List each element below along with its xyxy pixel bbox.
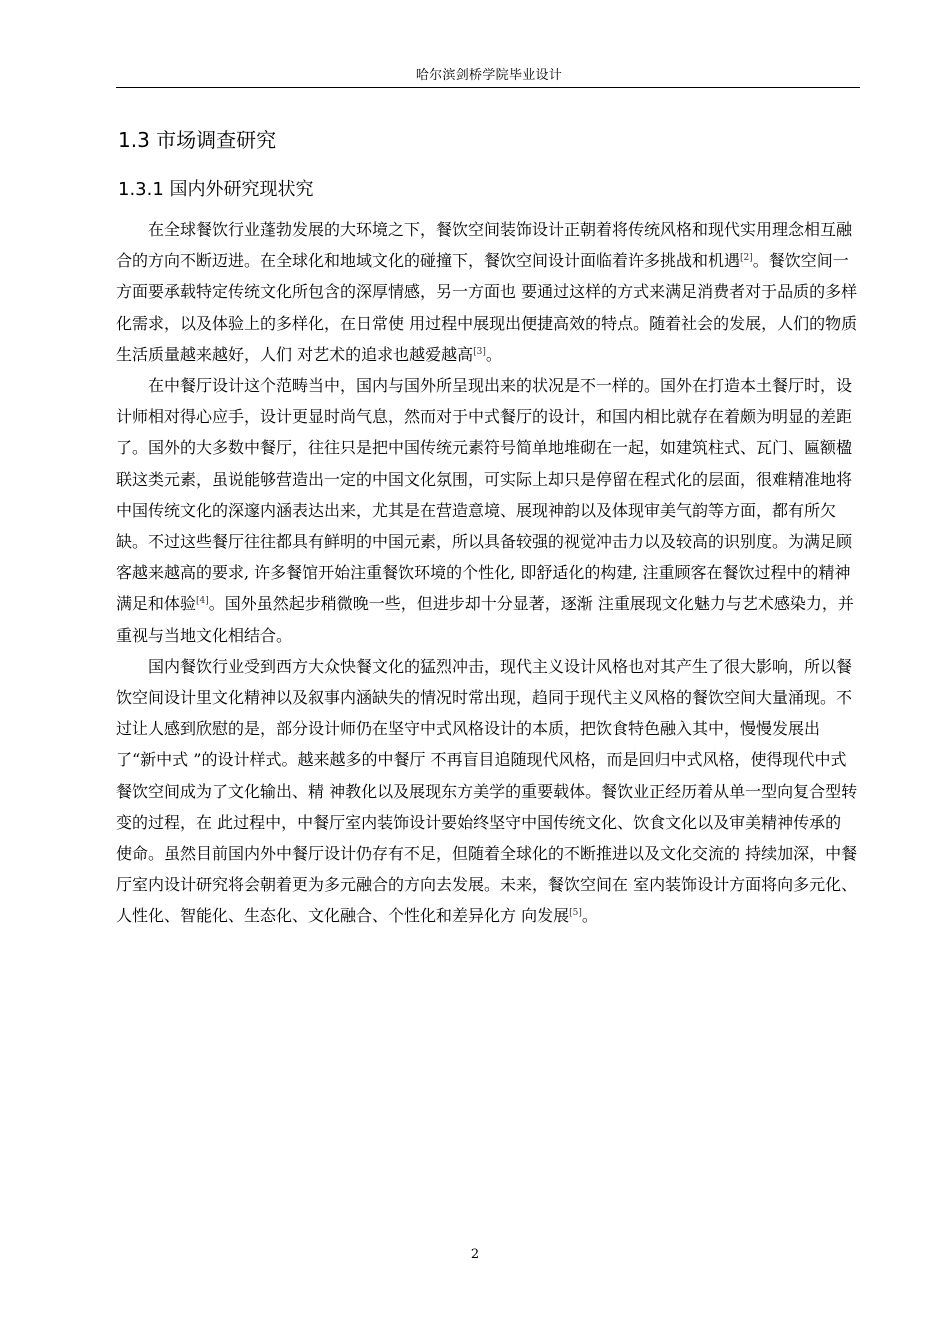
paragraph-text: 在中餐厅设计这个范畴当中，国内与国外所呈现出来的状况是不一样的。国外在打造本土餐厅时，设计师相对得心应手，设计更显时尚气息，然而对于中式餐厅的设计，和国内相比就存在着颇为明显的差距了。国外的大多数中餐厅，往往只是把中国传统元素符号简单地堆砌在一起，如建筑柱式、瓦门、匾额楹联这类元素，虽说能够营造出一定的中国文化氛围，可实际上却只是停留在程式化的层面，很难精准地将中国传统文化的深邃内涵表达出来，尤其是在营造意境、展现神韵以及体现审美气韵等方面，都有所欠缺。不过这些餐厅往往都具有鲜明的中国元素，所以具备较强的视觉冲击力以及较高的识别度。为满足顾客越来越高的要求, 许多餐馆开始注重餐饮环境的个性化, 即舒适化的构建, 注重顾客在餐饮过程中的精神满足和体验: [116, 376, 853, 614]
paragraph-text: 国内餐饮行业受到西方大众快餐文化的猛烈冲击，现代主义设计风格也对其产生了很大影响，所以餐饮空间设计里文化精神以及叙事内涵缺失的情况时常出现，趋同于现代主义风格的餐饮空间大量涌现。不过让人感到欣慰的是，部分设计师仍在坚守中式风格设计的本质，把饮食特色融入其中，慢慢发展出了“新中式 ”的设计样式。越来越多的中餐厅 不再盲目追随现代风格，而是回归中式风格，使得现代中式餐饮空间成为了文化输出、精 神教化以及展现东方美学的重要载体。餐饮业正经历着从单一型向复合型转变的过程，在 此过程中，中餐厅室内装饰设计要始终坚守中国传统文化、饮食文化以及审美精神传承的 使命。虽然目前国内外中餐厅设计仍存有不足，但随着全球化的不断推进以及文化交流的 持续加深，中餐厅室内设计研究将会朝着更为多元融合的方向去发展。未来，餐饮空间在 室内装饰设计方面将向多元化、人性化、智能化、生态化、文化融合、个性化和差异化方 向发展: [116, 656, 858, 926]
header-rule: [116, 87, 860, 88]
section-heading: 1.3 市场调查研究: [118, 128, 277, 152]
paragraph-text: 。餐饮空间一方面要承载特定传统文化所包含的深厚情感，另一方面也 要通过这样的方式来满足消费者对于品质的多样化需求，以及体验上的多样化，在日常使 用过程中展现出便捷高效的特点。随着社会的发展，人们的物质生活质量越来越好，人们 对艺术的追求也越爱越高: [116, 251, 858, 364]
page-number: 2: [470, 1247, 480, 1262]
paragraph-3: [116, 651, 860, 932]
paragraph-2: [116, 370, 860, 651]
subsection-heading: 1.3.1 国内外研究现状究: [118, 179, 314, 200]
paragraph-1: [116, 214, 860, 370]
paragraph-text: 在全球餐饮行业蓬勃发展的大环境之下，餐饮空间装饰设计正朝着将传统风格和现代实用理念相互融合的方向不断迈进。在全球化和地域文化的碰撞下，餐饮空间设计面临着许多挑战和机遇: [116, 220, 853, 271]
body-text: [116, 214, 860, 932]
page-header: 哈尔滨剑桥学院毕业设计: [415, 68, 563, 83]
paragraph-text: 。: [485, 344, 502, 364]
citation: [3]: [473, 346, 486, 357]
paragraph-text: 。国外虽然起步稍微晚一些，但进步却十分显著，逐渐 注重展现文化魅力与艺术感染力，并重视与当地文化相结合。: [116, 594, 854, 645]
paragraph-text: 。: [581, 906, 598, 926]
citation: [4]: [196, 596, 209, 607]
citation: [5]: [569, 908, 582, 919]
citation: [2]: [740, 253, 753, 264]
